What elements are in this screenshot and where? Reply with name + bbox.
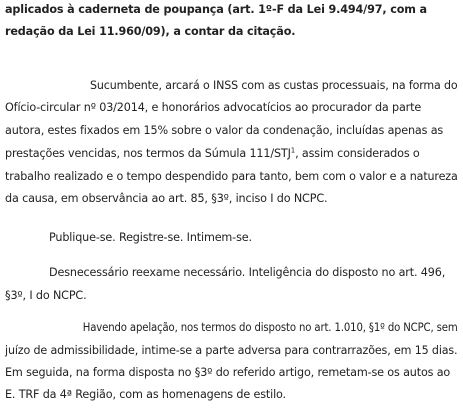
apelacao-paragraph-line-1: [5, 320, 458, 336]
top-paragraph-line-1: aplicados à caderneta de poupança (art. 1º-F da Lei 9.494/97, com a: [5, 3, 427, 16]
publique-text: Publique-se. Registre-se. Intimem-se.: [49, 231, 252, 244]
top-paragraph-line-2: redação da Lei 11.960/09), a contar da citação.: [5, 25, 296, 38]
sucumbente-paragraph-line-6: da causa, em observância ao art. 85, §3º, inciso I do NCPC.: [5, 192, 328, 205]
sucumbente-text-4a: prestações vencidas, nos termos da Súmula 111/STJ: [5, 147, 291, 160]
apelacao-text-1: Havendo apelação, nos termos do disposto no art. 1.010, §1º do NCPC, sem: [82, 321, 458, 334]
desnecessario-paragraph-line-2: §3º, I do NCPC.: [5, 289, 87, 302]
sucumbente-paragraph-line-4: [5, 146, 458, 162]
desnecessario-paragraph-line-1: [5, 265, 458, 281]
sucumbente-paragraph-line-5: trabalho realizado e o tempo despendido para tanto, bem com o valor e a natureza: [5, 170, 458, 183]
apelacao-paragraph-line-2: juízo de admissibilidade, intime-se a parte adversa para contrarrazões, em 15 dias.: [5, 344, 458, 357]
footnote-marker: 1: [290, 146, 296, 155]
apelacao-paragraph-line-3: Em seguida, na forma disposta no §3º do referido artigo, remetam-se os autos ao: [5, 366, 451, 379]
sucumbente-paragraph-line-1: [5, 78, 458, 94]
sucumbente-text-1: Sucumbente, arcará o INSS com as custas processuais, na forma do: [90, 79, 458, 92]
apelacao-paragraph-line-4: E. TRF da 4ª Região, com as homenagens de estilo.: [5, 388, 286, 401]
desnecessario-text-1: Desnecessário reexame necessário. Inteligência do disposto no art. 496,: [49, 266, 446, 279]
sucumbente-paragraph-line-2: Ofício-circular nº 03/2014, e honorários advocatícios ao procurador da parte: [5, 101, 422, 114]
sucumbente-text-4b: , assim considerados o: [295, 147, 420, 160]
sucumbente-paragraph-line-3: autora, estes fixados em 15% sobre o valor da condenação, incluídas apenas as: [5, 124, 444, 137]
publique-line: [5, 230, 458, 246]
